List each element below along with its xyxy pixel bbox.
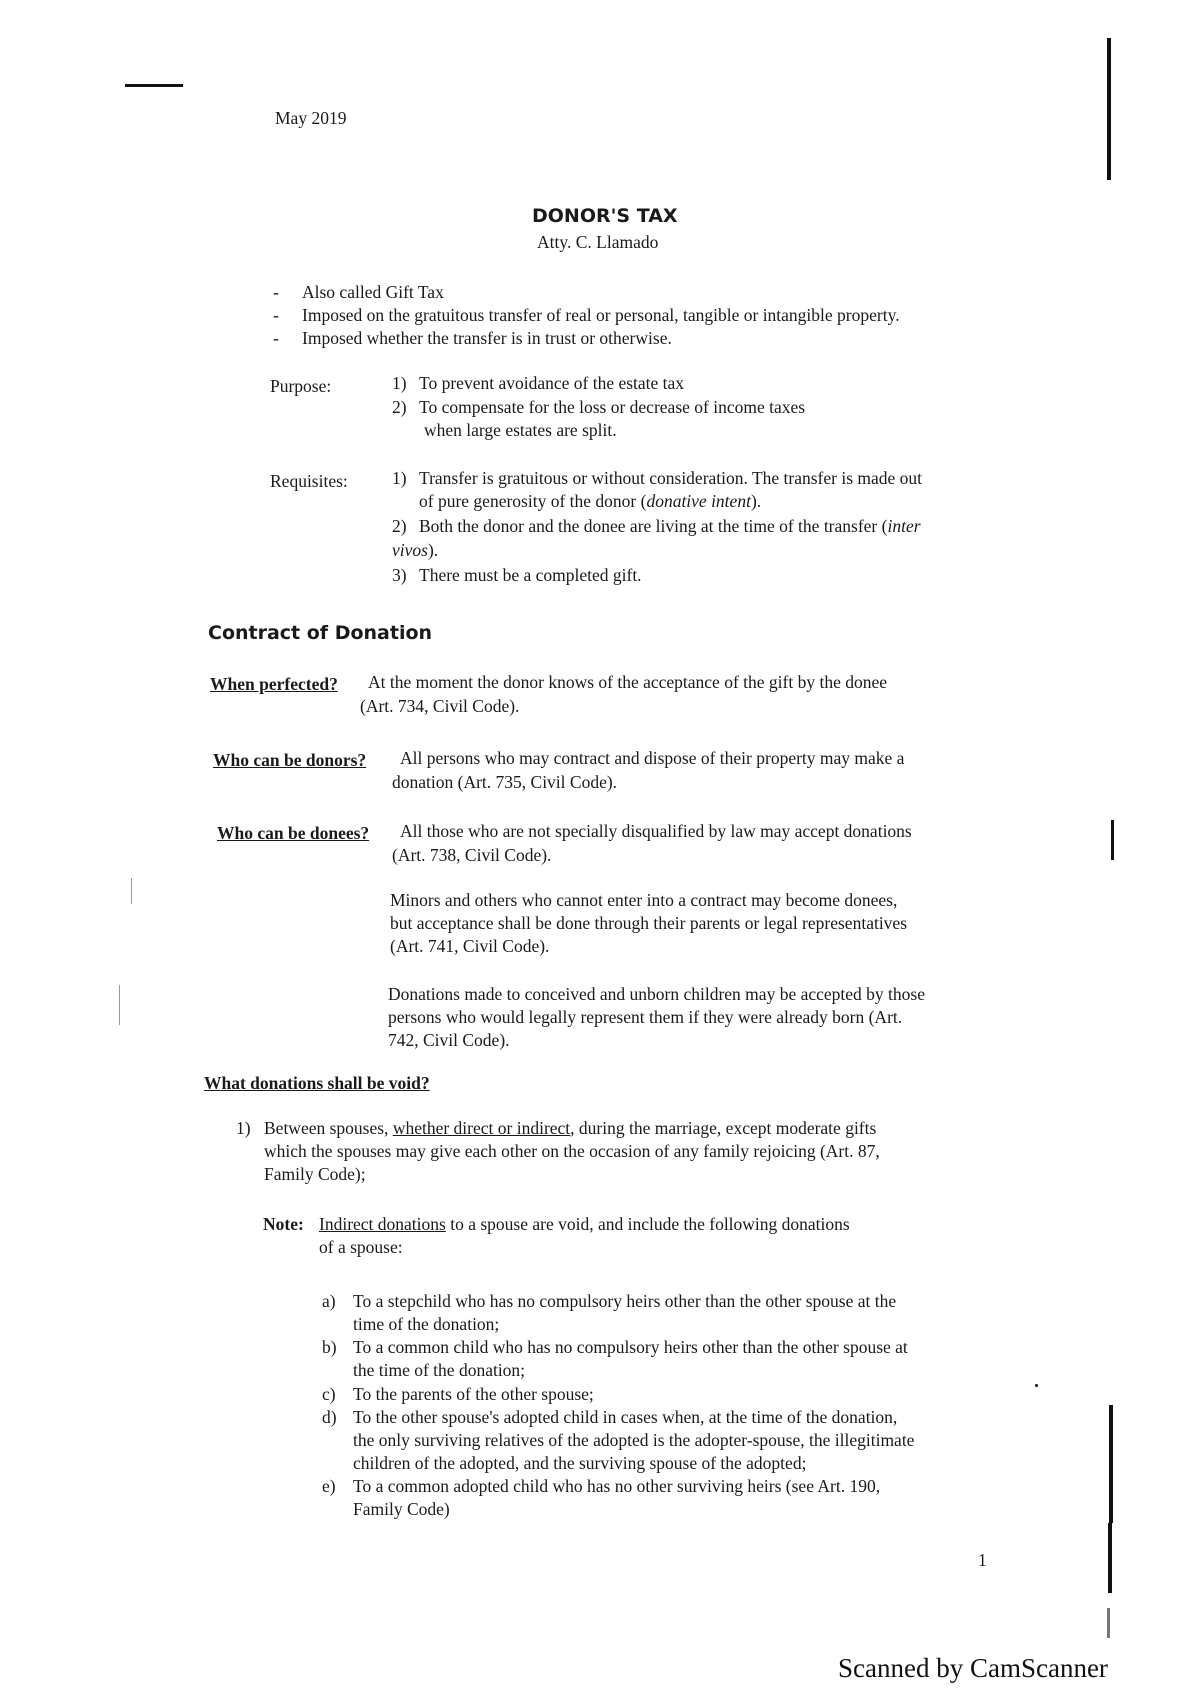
- requisite-2-line1: [419, 515, 921, 537]
- page-number: 1: [978, 1550, 987, 1570]
- sub-item-a-line2: time of the donation;: [353, 1314, 500, 1334]
- when-perfected-line1: At the moment the donor knows of the acceptance of the gift by the donee: [368, 672, 888, 692]
- sub-item-e-num: e): [322, 1476, 336, 1496]
- requisite-2-line1-pre: Both the donor and the donee are living at the time of the transfer (: [419, 516, 888, 536]
- sub-item-d-num: d): [322, 1407, 337, 1427]
- note-line1: [319, 1213, 850, 1235]
- scan-left-speck-2: [119, 985, 120, 1025]
- purpose-item-2-line2: when large estates are split.: [424, 420, 617, 440]
- requisite-2-emphasis-2: vivos: [392, 540, 428, 560]
- requisite-3-num: 3): [392, 565, 407, 585]
- who-donees-question: Who can be donees?: [217, 823, 370, 843]
- requisite-1-line2-pre: of pure generosity of the donor (: [419, 491, 647, 511]
- sub-item-e-line2: Family Code): [353, 1499, 450, 1519]
- bullet-glyph: -: [273, 305, 279, 325]
- purpose-label: Purpose:: [270, 376, 332, 396]
- unborn-line2: persons who would legally represent them if they were already born (Art.: [388, 1007, 903, 1027]
- requisite-1-line2: [419, 490, 761, 512]
- note-underlined: Indirect donations: [319, 1214, 446, 1234]
- void-item-1-num: 1): [236, 1118, 251, 1138]
- scan-edge-line-lower: [1109, 1405, 1113, 1523]
- void-item-1-line2: which the spouses may give each other on the occasion of any family rejoicing (Art. 87,: [264, 1141, 880, 1161]
- requisite-1-line2-post: ).: [750, 491, 762, 511]
- minors-line3: (Art. 741, Civil Code).: [390, 936, 550, 956]
- void-item-1-post: , during the marriage, except moderate gifts: [570, 1118, 877, 1138]
- sub-item-c-line1: To the parents of the other spouse;: [353, 1384, 594, 1404]
- who-donors-line1: All persons who may contract and dispose of their property may make a: [400, 748, 905, 768]
- scan-edge-line-mid: [1111, 820, 1114, 860]
- who-donees-line1: All those who are not specially disqualified by law may accept donations: [400, 821, 912, 841]
- note-line2: of a spouse:: [319, 1237, 403, 1257]
- scan-mark-top-left: [125, 84, 183, 87]
- who-donors-question: Who can be donors?: [213, 750, 367, 770]
- scan-edge-speck: [1107, 1608, 1110, 1638]
- intro-bullet-3: Imposed whether the transfer is in trust or otherwise.: [302, 328, 672, 348]
- sub-item-b-line2: the time of the donation;: [353, 1360, 526, 1380]
- requisite-2-line2: [392, 539, 438, 561]
- sub-item-b-num: b): [322, 1337, 337, 1357]
- bullet-glyph: -: [273, 328, 279, 348]
- requisite-2-line2-post: ).: [427, 540, 439, 560]
- minors-line1: Minors and others who cannot enter into a contract may become donees,: [390, 890, 898, 910]
- minors-line2: but acceptance shall be done through their parents or legal representatives: [390, 913, 908, 933]
- intro-bullet-1: Also called Gift Tax: [302, 282, 444, 302]
- sub-item-a-num: a): [322, 1291, 336, 1311]
- purpose-item-1-text: To prevent avoidance of the estate tax: [419, 373, 685, 393]
- requisites-label: Requisites:: [270, 471, 348, 491]
- intro-bullet-2: Imposed on the gratuitous transfer of real or personal, tangible or intangible property.: [302, 305, 900, 325]
- document-title: DONOR'S TAX: [532, 205, 678, 227]
- void-heading: What donations shall be void?: [204, 1073, 430, 1093]
- camscanner-watermark: Scanned by CamScanner: [838, 1653, 1108, 1683]
- sub-item-b-line1: To a common child who has no compulsory heirs other than the other spouse at: [353, 1337, 908, 1357]
- note-label: Note:: [263, 1214, 304, 1234]
- when-perfected-line2: (Art. 734, Civil Code).: [360, 696, 520, 716]
- scan-dot: [1035, 1384, 1038, 1387]
- bullet-glyph: -: [273, 282, 279, 302]
- sub-item-a-line1: To a stepchild who has no compulsory heirs other than the other spouse at the: [353, 1291, 897, 1311]
- when-perfected-question: When perfected?: [210, 674, 338, 694]
- unborn-line3: 742, Civil Code).: [388, 1030, 510, 1050]
- unborn-line1: Donations made to conceived and unborn children may be accepted by those: [388, 984, 925, 1004]
- document-author: Atty. C. Llamado: [537, 232, 659, 252]
- requisite-1-emphasis: donative intent: [646, 491, 751, 511]
- sub-item-e-line1: To a common adopted child who has no other surviving heirs (see Art. 190,: [353, 1476, 881, 1496]
- scan-edge-line-bottom: [1108, 1523, 1112, 1593]
- note-post: to a spouse are void, and include the following donations: [445, 1214, 850, 1234]
- who-donees-line2: (Art. 738, Civil Code).: [392, 845, 552, 865]
- scan-left-speck-1: [131, 878, 132, 904]
- requisite-1-line1: Transfer is gratuitous or without consideration. The transfer is made out: [419, 468, 923, 488]
- purpose-item-2-num: 2): [392, 397, 407, 417]
- sub-item-d-line2: the only surviving relatives of the adopted is the adopter-spouse, the illegitimate: [353, 1430, 915, 1450]
- void-item-1-line1: [264, 1117, 876, 1139]
- requisite-2-emphasis-1: inter: [887, 516, 921, 536]
- sub-item-d-line3: children of the adopted, and the surviving spouse of the adopted;: [353, 1453, 807, 1473]
- contract-heading: Contract of Donation: [208, 622, 433, 644]
- void-item-1-pre: Between spouses,: [264, 1118, 393, 1138]
- void-item-1-underlined: whether direct or indirect: [392, 1118, 571, 1138]
- scan-edge-line-top: [1107, 38, 1111, 180]
- who-donors-line2: donation (Art. 735, Civil Code).: [392, 772, 618, 792]
- void-item-1-line3: Family Code);: [264, 1164, 366, 1184]
- sub-item-c-num: c): [322, 1384, 336, 1404]
- purpose-item-2-line1: To compensate for the loss or decrease of income taxes: [419, 397, 806, 417]
- purpose-item-1-num: 1): [392, 373, 407, 393]
- requisite-2-num: 2): [392, 516, 407, 536]
- requisite-3-text: There must be a completed gift.: [419, 565, 642, 585]
- requisite-1-num: 1): [392, 468, 407, 488]
- document-date: May 2019: [275, 108, 347, 128]
- sub-item-d-line1: To the other spouse's adopted child in cases when, at the time of the donation,: [353, 1407, 898, 1427]
